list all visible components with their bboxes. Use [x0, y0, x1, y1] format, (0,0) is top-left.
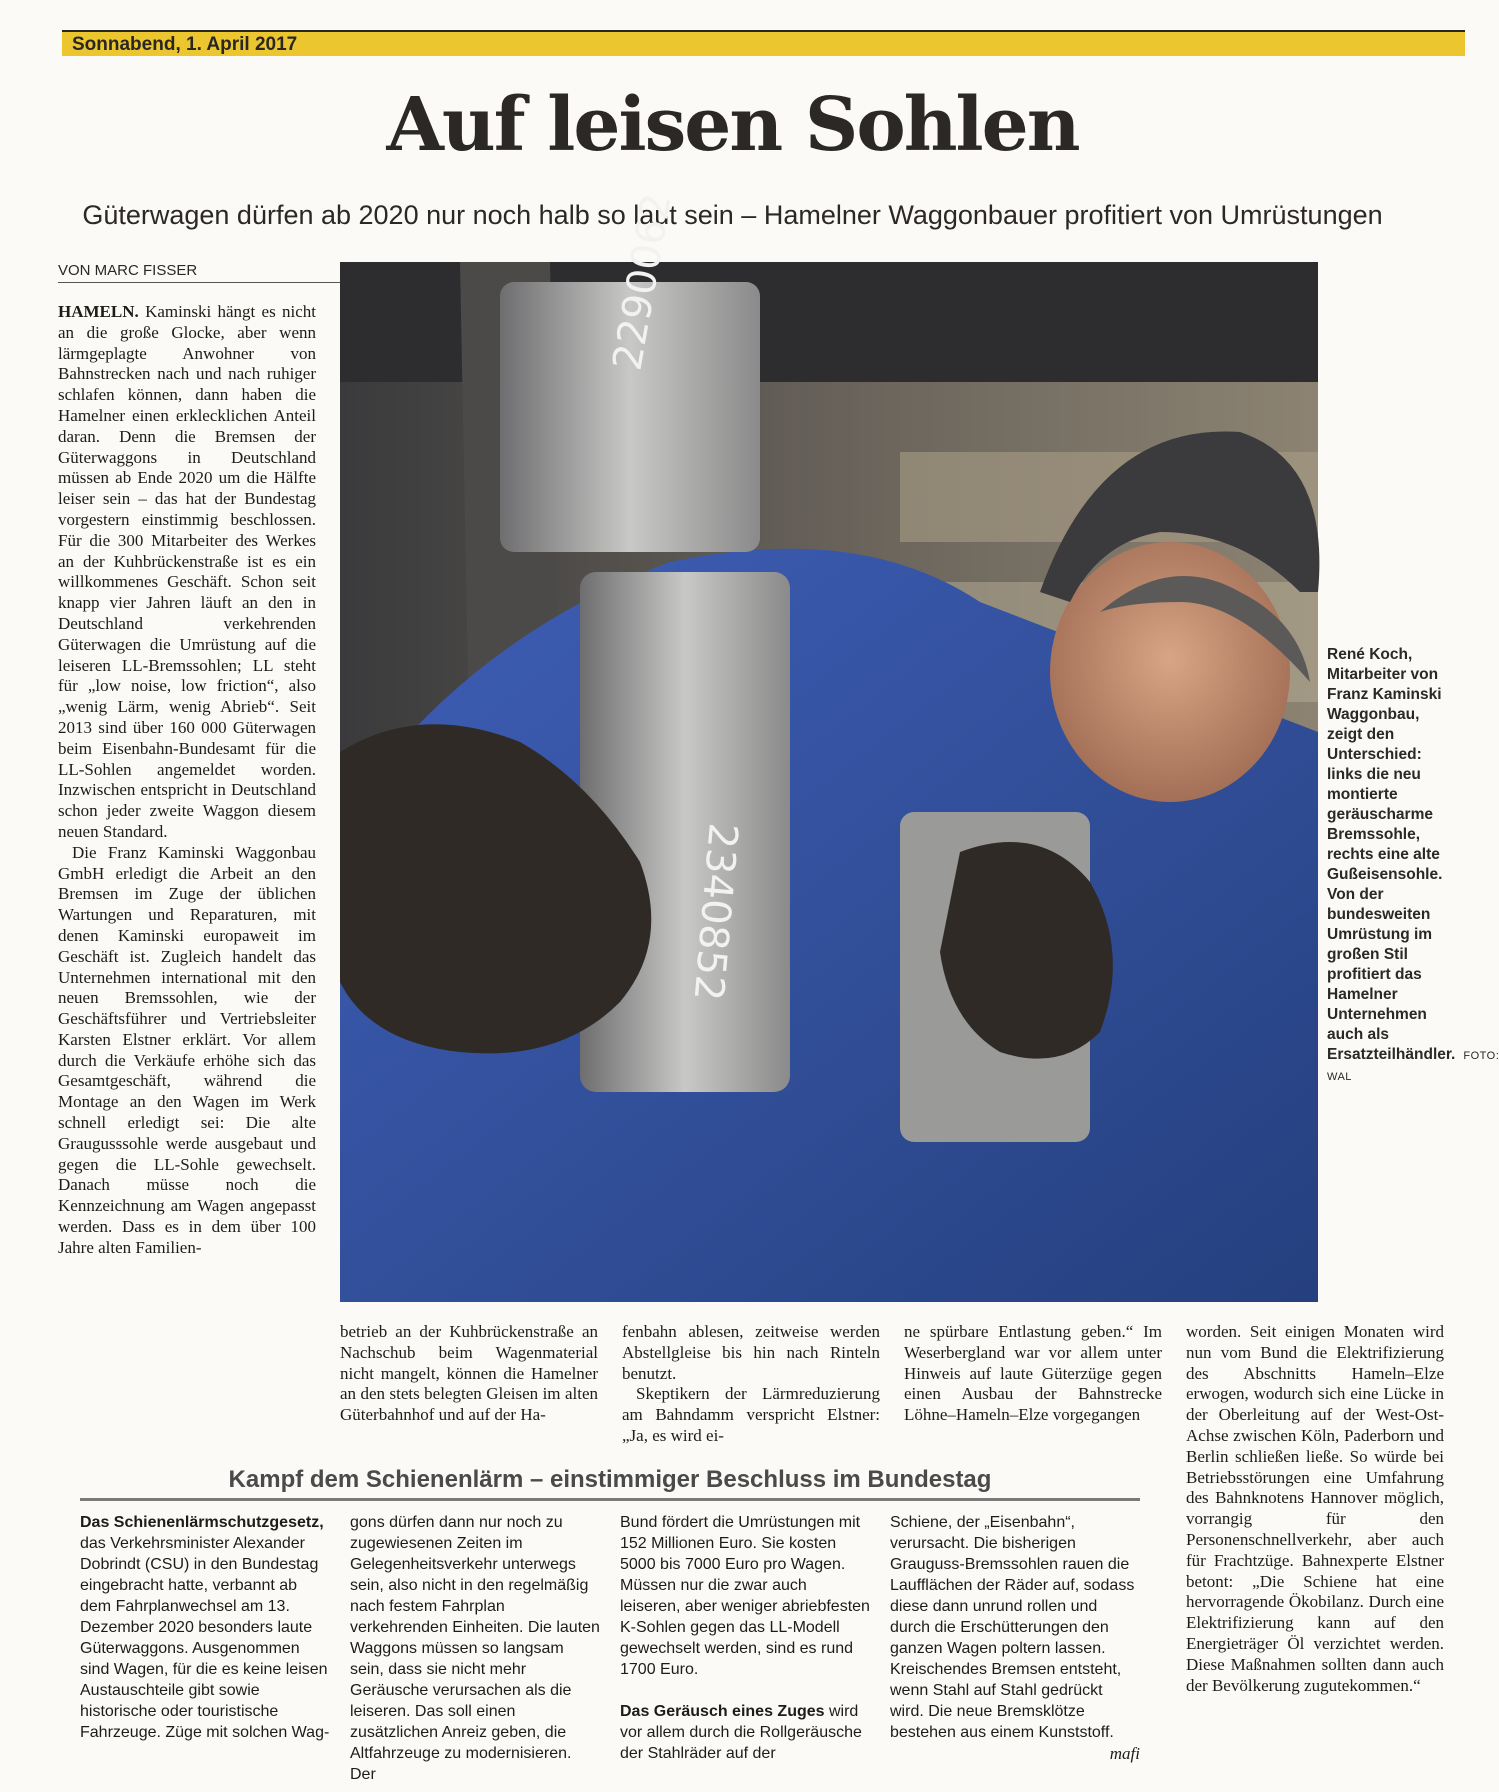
infobox-text: Bund fördert die Umrüstungen mit 152 Millionen Euro. Sie kosten 5000 bis 7000 Euro pro Wagen. Müssen nur die zwar auch leiseren, aber weniger abriebfesten K-Sohlen gegen das LL-Modell gewechselt werden, sind es rund 1700 Euro.	[620, 1514, 870, 1678]
article-paragraph: worden. Seit einigen Monaten wird nun vom Bund die Elektrifizierung des Abschnitts Hameln–Elze erwogen, wodurch sich eine Lücke in der Oberleitung auf der West-Ost-Achse zwischen Köln, Paderborn und Berlin schließen ließe. So würde bei Betriebsstörungen eine Umfahrung des Bahnknotens Hannover möglich, vorrangig für den Personenschnellverkehr, aber auch für Frachtzüge. Bahnexperte Elstner betont: „Die Schiene hat eine hervorragende Ökobilanz. Durch eine Elektrifizierung kann auf den Energieträger Öl verzichtet werden. Diese Maßnahmen sollten dann auch der Bevölkerung zugutekommen.“	[1186, 1322, 1444, 1695]
infobox-lead: Das Schienenlärmschutzgesetz,	[80, 1514, 324, 1531]
article-column-2	[340, 1322, 598, 1426]
subheadline: Güterwagen dürfen ab 2020 nur noch halb so laut sein – Hamelner Waggonbauer profitiert von Umrüstungen	[82, 200, 1383, 230]
byline: VON MARC FISSER	[58, 262, 340, 283]
infobox-text: das Verkehrsminister Alexander Dobrindt (CSU) in den Bundestag eingebracht hatte, verbannt ab dem Fahrplanwechsel am 13. Dezember 2020 besonders laute Güterwaggons. Ausgenommen sind Wagen, für die es keine leisen Austauschteile gibt sowie historische oder touristische Fahrzeuge. Züge mit solchen Wag-	[80, 1535, 330, 1741]
article-paragraph: Skeptikern der Lärmreduzierung am Bahndamm verspricht Elstner: „Ja, es wird ei-	[622, 1384, 880, 1445]
photo-caption	[1327, 645, 1499, 1087]
infobox-paragraph	[620, 1701, 870, 1764]
article-column-4	[904, 1322, 1162, 1426]
date-banner	[62, 30, 1465, 56]
article-column-1	[58, 302, 316, 1259]
article-paragraph: fenbahn ablesen, zeitweise werden Abstellgleise bis hin nach Rinteln benutzt.	[622, 1322, 880, 1383]
chalk-number-lower: 2340852	[684, 821, 746, 1003]
article-paragraph: Die Franz Kaminski Waggonbau GmbH erledigt die Arbeit an den Bremsen im Zuge der üblichen Wartungen und Reparaturen, mit denen Kaminski europaweit im Geschäft ist. Zugleich handelt das Unternehmen international mit den neuen Bremssohlen, wie der Geschäftsführer und Vertriebsleiter Karsten Elstner erklärt. Vor allem durch die Verkäufe erhöhe sich das Gesamtgeschäft, während die Montage an den Wagen im Werk schnell erledigt sei: Die alte Graugusssohle werde ausgebaut und gegen die LL-Sohle gewechselt. Danach müsse noch die Kennzeichnung am Wagen angepasst werden. Dass es in dem über 100 Jahre alten Familien-	[58, 842, 316, 1257]
article-column-3	[622, 1322, 880, 1447]
headline: Auf leisen Sohlen	[386, 82, 1079, 168]
infobox-subhead: Das Geräusch eines Zuges	[620, 1703, 825, 1720]
author-tag: mafi	[1109, 1744, 1140, 1763]
dateline: HAMELN.	[58, 302, 139, 321]
infobox-column-2	[350, 1512, 600, 1785]
infobox-column-1	[80, 1512, 330, 1743]
infobox-text: gons dürfen dann nur noch zu zugewiesenen Zeiten im Gelegenheitsverkehr unterwegs sein, also nicht in den regelmäßig nach festem Fahrplan verkehrenden Einheiten. Die lauten Waggons müssen so langsam sein, dass sie nicht mehr Geräusche verursachen als die leiseren. Das soll einen zusätzlichen Anreiz geben, die Altfahrzeuge zu modernisieren. Der	[350, 1514, 600, 1783]
article-column-5	[1186, 1322, 1444, 1696]
article-text: Kaminski hängt es nicht an die große Glocke, aber wenn lärmgeplagte Anwohner von Bahnstrecken nach und nach ruhiger schlafen können, dann haben die Hamelner einen erklecklichen Anteil daran. Denn die Bremsen der Güterwaggons in Deutschland müssen ab Ende 2020 um die Hälfte leiser sein – das hat der Bundestag vorgestern einstimmig beschlossen. Für die 300 Mitarbeiter des Werkes an der Kuhbrückenstraße ist es ein willkommenes Geschäft. Schon seit knapp vier Jahren läuft an den in Deutschland verkehrenden Güterwagen die Umrüstung auf die leiseren LL-Bremssohlen; LL steht für „low noise, low friction“, also „wenig Lärm, wenig Abrieb“. Seit 2013 sind über 160 000 Güterwagen beim Eisenbahn-Bundesamt für die LL-Sohlen angemeldet worden. Inzwischen entspricht in Deutschland schon jeder zweite Waggon diesem neuen Standard.	[58, 302, 317, 841]
infobox-column-4	[890, 1512, 1140, 1764]
infobox-text: Schiene, der „Eisenbahn“, verursacht. Die bisherigen Grauguss-Bremssohlen rauen die Laufflächen der Räder auf, sodass diese dann unrund rollen und durch die Erschütterungen den ganzen Wagen poltern lassen. Kreischendes Bremsen entsteht, wenn Stahl auf Stahl gedrückt wird. Die neue Bremsklötze bestehen aus einem Kunststoff.	[890, 1514, 1135, 1741]
article-paragraph: ne spürbare Entlastung geben.“ Im Weserbergland war vor allem unter Hinweis auf laute Güterzüge gegen einen Ausbau der Bahnstrecke Löhne–Hameln–Elze vorgegangen	[904, 1322, 1162, 1425]
issue-date: Sonnabend, 1. April 2017	[72, 34, 298, 55]
caption-text: René Koch, Mitarbeiter von Franz Kaminski Waggonbau, zeigt den Unterschied: links die neu montierte geräuscharme Bremssohle, rechts eine alte Gußeisensohle. Von der bundesweiten Umrüstung im großen Stil profitiert das Hamelner Unternehmen auch als Ersatzteilhändler.	[1327, 646, 1456, 1063]
infobox-rule	[80, 1498, 1140, 1501]
infobox-title: Kampf dem Schienenlärm – einstimmiger Beschluss im Bundestag	[228, 1466, 992, 1493]
article-paragraph: betrieb an der Kuhbrückenstraße an Nachschub beim Wagenmaterial nicht mangelt, können die Hamelner an den stets belegten Gleisen im alten Güterbahnhof und auf der Ha-	[340, 1322, 598, 1425]
infobox-text: wird vor allem durch die Rollgeräusche der Stahlräder auf der	[620, 1703, 862, 1762]
infobox-column-3	[620, 1512, 870, 1764]
chalk-number-upper: 2290062	[604, 190, 681, 374]
photo-credit: FOTO: WAL	[1327, 1050, 1499, 1083]
article-paragraph	[58, 302, 316, 843]
